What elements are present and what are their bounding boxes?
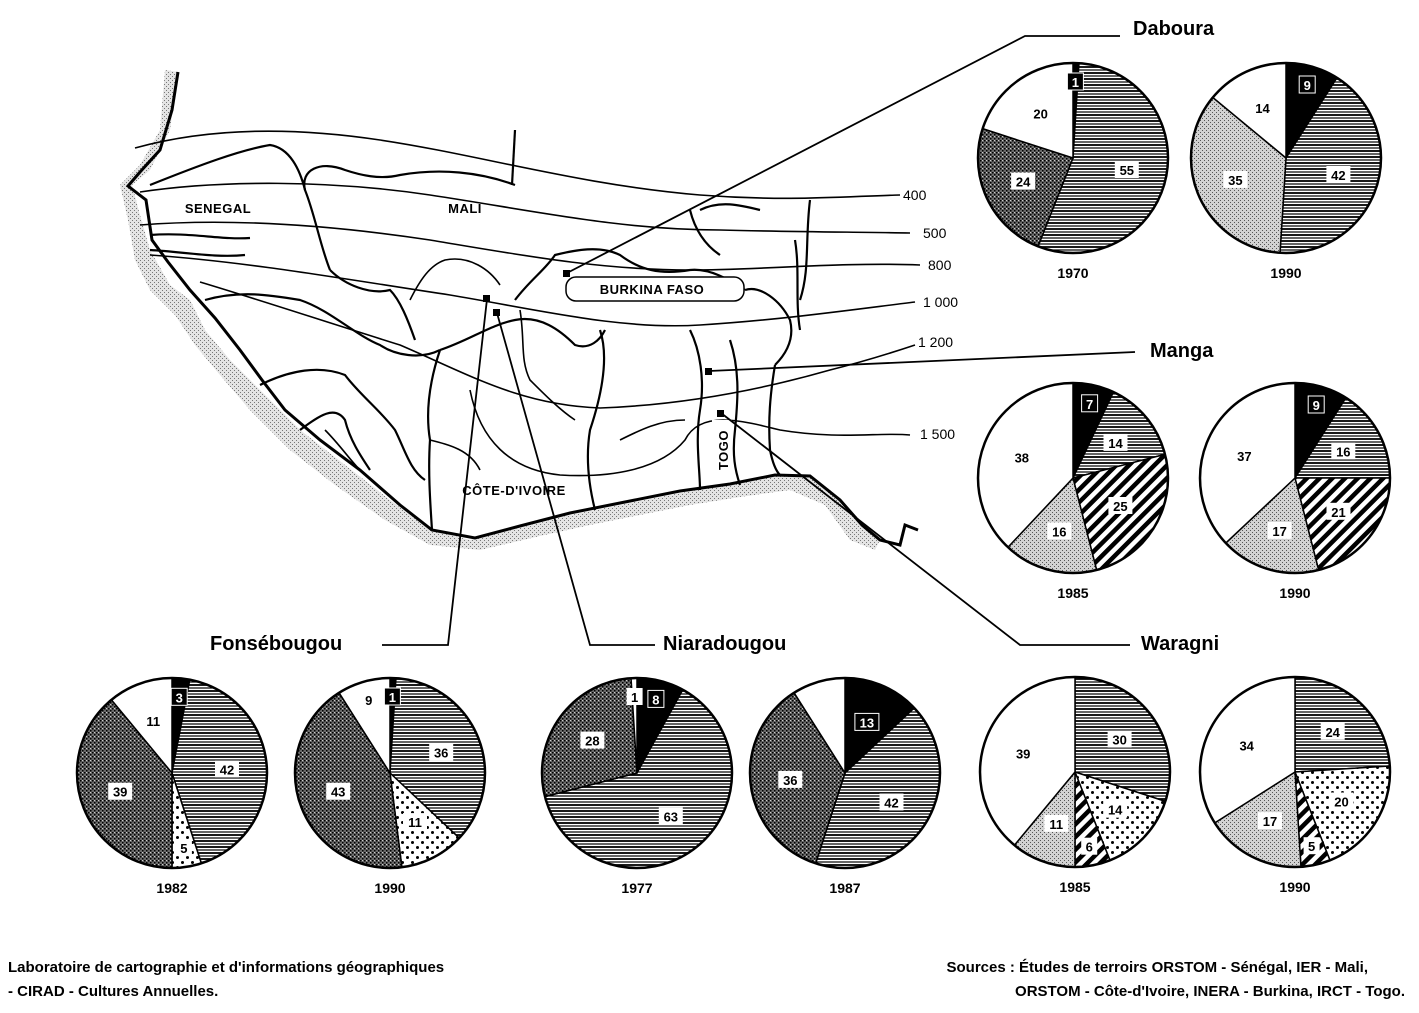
isohyet-label-1200: 1 200 xyxy=(918,334,954,350)
site-marker-niaradougou xyxy=(493,309,500,316)
footer-sources-line-1: Sources : Études de terroirs ORSTOM - Sénégal, IER - Mali, xyxy=(946,959,1368,976)
pie-manga-1990-label-2: 21 xyxy=(1331,504,1346,520)
country-label-senegal: SENEGAL xyxy=(184,201,252,216)
site-title-niaradougou: Niaradougou xyxy=(663,633,787,655)
pie-manga-1990-label-1: 16 xyxy=(1336,444,1351,460)
leader-fonsebougou xyxy=(382,299,487,645)
country-label-cote-divoire: CÔTE-D'IVOIRE xyxy=(462,483,566,498)
footer-credit-line-2: - CIRAD - Cultures Annuelles. xyxy=(8,983,219,1000)
pie-waragni-1990-label-2: 5 xyxy=(1307,839,1316,855)
country-label-togo: TOGO xyxy=(716,429,731,471)
pie-fonsebougou-1990 xyxy=(295,678,485,896)
pie-waragni-1985-label-0: 30 xyxy=(1112,732,1127,748)
pie-waragni-1990-label-1: 20 xyxy=(1334,794,1349,810)
pie-niaradougou-1977-label-1: 63 xyxy=(663,809,679,825)
site-title-manga: Manga xyxy=(1150,340,1214,362)
pie-fonsebougou-1982-label-2: 5 xyxy=(180,841,188,857)
pie-niaradougou-1987-label-0: 13 xyxy=(859,715,875,731)
pie-fonsebougou-1990-label-2: 11 xyxy=(408,815,422,831)
isohyet-label-400: 400 xyxy=(903,187,927,203)
pie-niaradougou-1987-label-2: 36 xyxy=(783,772,798,788)
pie-waragni-1985-label-1: 14 xyxy=(1107,802,1123,818)
isohyet-1000 xyxy=(150,255,915,326)
pie-daboura-1990-label-3: 14 xyxy=(1255,101,1270,117)
pie-manga-1985-label-0: 7 xyxy=(1085,396,1094,412)
footer-sources-line-2: ORSTOM - Côte-d'Ivoire, INERA - Burkina, IRCT - Togo. xyxy=(1015,983,1405,1000)
pie-daboura-1990-label-1: 42 xyxy=(1331,168,1346,183)
pie-daboura-1970-label-2: 24 xyxy=(1015,174,1031,190)
pie-daboura-1990-year-label: 1990 xyxy=(1270,265,1302,281)
country-label-burkina-faso: BURKINA FASO xyxy=(599,282,705,297)
pie-waragni-1985-label-4: 39 xyxy=(1015,746,1031,762)
pie-fonsebougou-1990-label-0: 1 xyxy=(388,690,397,705)
pie-waragni-1990-year-label: 1990 xyxy=(1279,879,1311,895)
pie-waragni-1990 xyxy=(1200,677,1390,895)
pie-niaradougou-1977 xyxy=(542,678,732,896)
pie-fonsebougou-1982-label-1: 42 xyxy=(219,762,235,778)
pie-daboura-1970-label-1: 55 xyxy=(1119,163,1135,178)
pie-manga-1985-label-2: 25 xyxy=(1113,499,1128,514)
pie-fonsebougou-1990-label-4: 9 xyxy=(365,693,373,708)
pie-niaradougou-1977-label-2: 28 xyxy=(585,733,600,749)
pie-fonsebougou-1990-year-label: 1990 xyxy=(374,880,406,896)
pie-manga-1985-label-4: 38 xyxy=(1014,450,1030,466)
isohyet-400 xyxy=(135,131,900,198)
footer xyxy=(8,959,1405,1000)
pie-manga-1985-label-1: 14 xyxy=(1108,435,1123,451)
pie-niaradougou-1987 xyxy=(750,678,940,896)
country-label-mali: MALI xyxy=(448,201,482,216)
isohyet-label-1000: 1 000 xyxy=(923,294,959,310)
pie-fonsebougou-1982-label-4: 11 xyxy=(146,714,161,730)
site-title-daboura: Daboura xyxy=(1133,18,1215,40)
pie-manga-1985-year-label: 1985 xyxy=(1057,585,1089,601)
borders xyxy=(150,130,810,530)
pie-fonsebougou-1982-year-label: 1982 xyxy=(156,880,188,896)
pie-waragni-1985-year-label: 1985 xyxy=(1059,879,1091,895)
pie-waragni-1990-label-0: 24 xyxy=(1325,724,1340,740)
pie-daboura-1990 xyxy=(1191,63,1381,281)
site-title-waragni: Waragni xyxy=(1141,633,1220,655)
pie-daboura-1970 xyxy=(978,63,1168,281)
pie-manga-1990-label-4: 37 xyxy=(1237,449,1252,465)
pie-niaradougou-1977-year-label: 1977 xyxy=(621,880,653,896)
pie-waragni-1990-label-4: 34 xyxy=(1239,738,1254,754)
pie-waragni-1990-label-3: 17 xyxy=(1262,814,1278,830)
isohyet-labels xyxy=(903,187,958,442)
isohyet-1500 xyxy=(470,390,910,476)
isohyet-800 xyxy=(140,222,920,270)
pie-fonsebougou-1982-label-3: 39 xyxy=(112,784,128,800)
pie-fonsebougou-1982 xyxy=(77,678,267,896)
pie-niaradougou-1987-year-label: 1987 xyxy=(829,880,861,896)
pie-waragni-1985-label-3: 11 xyxy=(1049,816,1064,832)
pie-charts xyxy=(77,63,1390,896)
pie-niaradougou-1977-label-3: 1 xyxy=(630,690,639,705)
pie-daboura-1990-label-0: 9 xyxy=(1303,78,1311,93)
pie-fonsebougou-1982-label-0: 3 xyxy=(175,690,183,706)
isohyet-label-800: 800 xyxy=(928,257,952,273)
pie-daboura-1990-label-2: 35 xyxy=(1228,172,1243,188)
pie-niaradougou-1987-label-1: 42 xyxy=(884,795,899,811)
pie-fonsebougou-1990-label-3: 43 xyxy=(330,784,346,800)
pie-manga-1990 xyxy=(1200,383,1390,601)
isohyet-label-1500: 1 500 xyxy=(920,426,956,442)
leader-manga xyxy=(709,352,1135,371)
pie-manga-1990-label-3: 17 xyxy=(1272,523,1287,539)
pie-daboura-1970-label-0: 1 xyxy=(1071,75,1080,90)
pie-manga-1985 xyxy=(978,383,1168,601)
pie-waragni-1985-label-2: 6 xyxy=(1085,839,1093,855)
isohyet-1200 xyxy=(200,282,915,408)
pie-daboura-1970-label-3: 20 xyxy=(1033,106,1048,122)
pie-niaradougou-1977-label-0: 8 xyxy=(652,692,660,708)
leader-niaradougou xyxy=(497,313,655,645)
pie-fonsebougou-1990-label-1: 36 xyxy=(433,745,449,761)
footer-credit-line-1: Laboratoire de cartographie et d'informations géographiques xyxy=(8,959,445,976)
pie-waragni-1985 xyxy=(980,677,1170,895)
isohyet-label-500: 500 xyxy=(923,225,947,241)
pie-daboura-1970-year-label: 1970 xyxy=(1057,265,1089,281)
site-title-fonsebougou: Fonsébougou xyxy=(210,633,343,655)
pie-manga-1985-label-3: 16 xyxy=(1052,524,1067,540)
pie-manga-1990-year-label: 1990 xyxy=(1279,585,1311,601)
pie-manga-1990-label-0: 9 xyxy=(1312,398,1320,413)
